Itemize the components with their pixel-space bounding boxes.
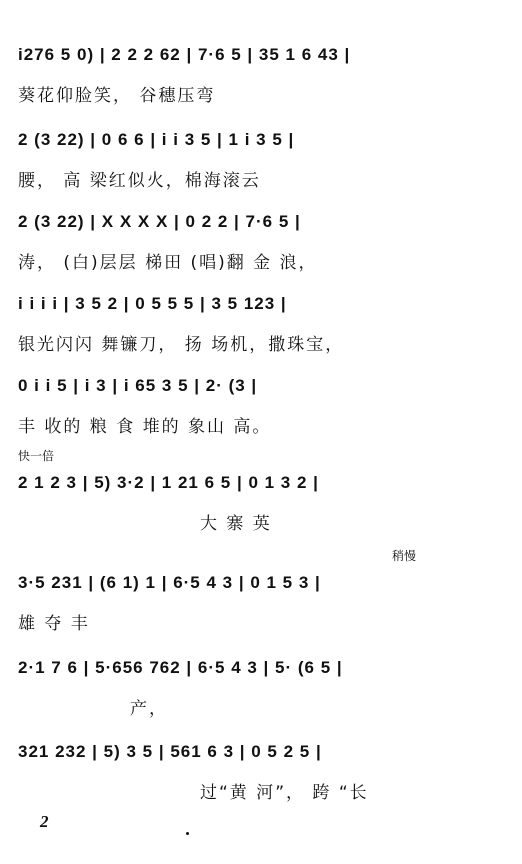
lyric-line: 银光闪闪 舞镰刀， 扬 场机，撒珠宝，	[18, 335, 345, 355]
lyric-line: 涛， (白)层层 梯田 (唱)翻 金 浪，	[18, 253, 318, 273]
notation-line: 3·5 231 | (6 1) 1 | 6·5 4 3 | 0 1 5 3 |	[18, 573, 321, 592]
lyric-line: 雄 夺 丰	[18, 614, 90, 634]
notation-line: i i i i | 3 5 2 | 0 5 5 5 | 3 5 123 |	[18, 294, 287, 313]
lyric-line: 丰 收的 粮 食 堆的 象山 高。	[18, 417, 272, 437]
notation-line: 2 1 2 3 | 5) 3·2 | 1 21 6 5 | 0 1 3 2 |	[18, 473, 319, 492]
lyric-line: 腰， 高 梁红似火，棉海滚云	[18, 171, 261, 191]
notation-line: i276 5 0) | 2 2 2 62 | 7·6 5 | 35 1 6 43 |	[18, 45, 351, 64]
notation-line: 321 232 | 5) 3 5 | 561 6 3 | 0 5 2 5 |	[18, 742, 322, 761]
lyric-line: 过“黄 河”， 跨 “长	[200, 783, 369, 803]
lyric-line: 大 寨 英	[200, 514, 272, 534]
notation-line: 2·1 7 6 | 5·656 762 | 6·5 4 3 | 5· (6 5 |	[18, 658, 343, 677]
lyric-line: 葵花仰脸笑， 谷穗压弯	[18, 86, 216, 106]
notation-line: 0 i i 5 | i 3 | i 65 3 5 | 2· (3 |	[18, 376, 258, 395]
notation-line: 2 (3 22) | X X X X | 0 2 2 | 7·6 5 |	[18, 212, 301, 231]
lyric-line: 产，	[130, 699, 168, 719]
notation-line: 2 (3 22) | 0 6 6 | i i 3 5 | 1 i 3 5 |	[18, 130, 295, 149]
print-dot	[186, 832, 189, 835]
tempo-marking: 稍慢	[392, 549, 417, 563]
tempo-marking: 快一倍	[18, 449, 55, 463]
page-number: 2	[40, 812, 49, 831]
